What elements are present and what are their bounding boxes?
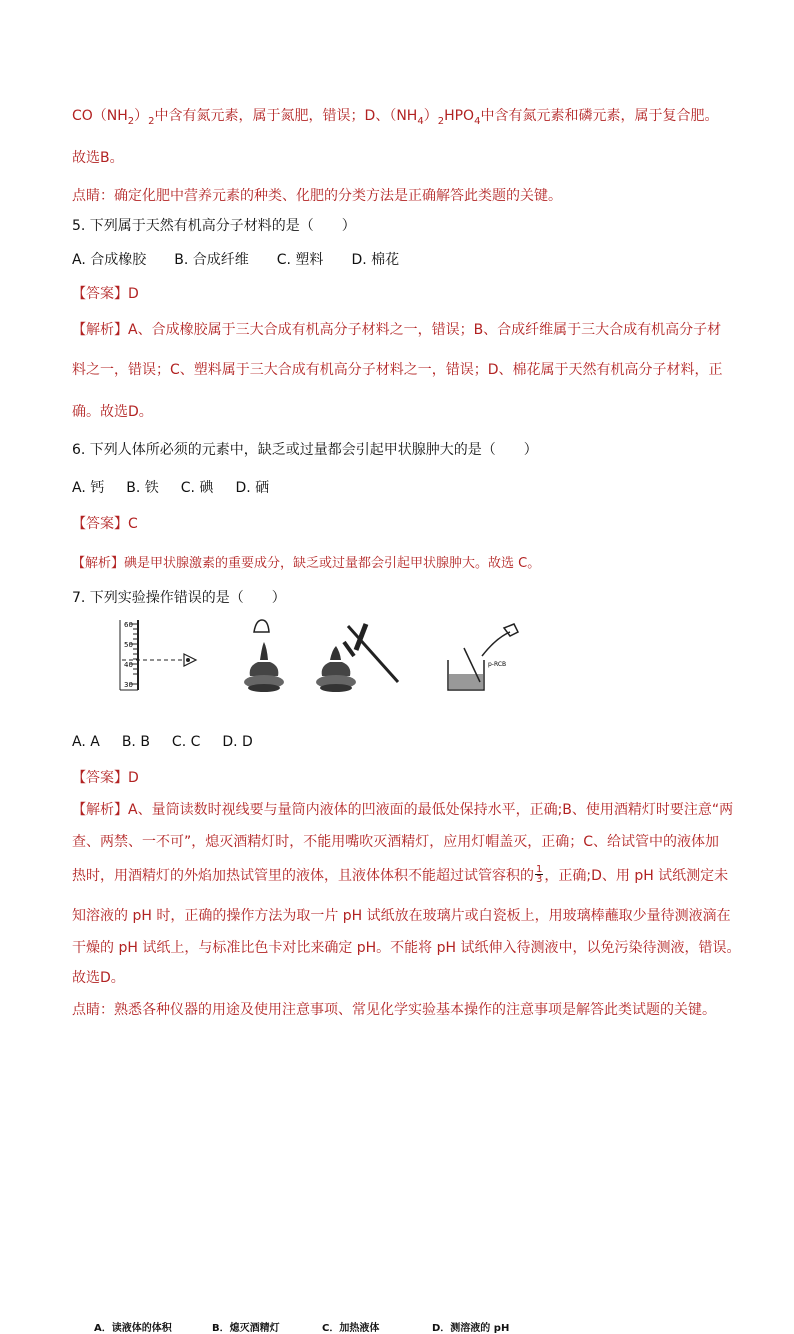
analysis-label: 【解析】 [72,556,125,571]
fraction-denominator: 3 [536,873,543,885]
analysis-text: A、合成橡胶属于三大合成有机高分子材料之一，错误；B、合成纤维属于三大合成有机高分子材 [128,322,722,338]
tick-30: 30 [124,681,133,689]
answer-label: 【答案】 [72,516,128,532]
tick-60: 60 [124,621,133,629]
q5-option-b: B. 合成纤维 [174,252,249,268]
q6-answer [72,514,138,534]
q6-option-d: D. 硒 [235,480,270,496]
subscript: 4 [474,116,481,127]
q5-option-c: C. 塑料 [276,252,324,268]
tip-label: 点睛： [72,188,114,204]
cylinder-drawing [120,620,196,690]
q6-option-a: A. 钙 [72,480,105,496]
text-run: ） [134,108,149,124]
analysis-text: 热时，用酒精灯的外焰加热试管里的液体，且液体体积不能超过试管容积的 [72,868,534,884]
ph-paper-label: p-RCB [488,661,507,668]
q5-analysis-line-1 [72,320,721,340]
q7-analysis-line-4: 知溶液的 pH 时，正确的操作方法为取一片 pH 试纸放在玻璃片或白瓷板上，用玻璃棒蘸取少量待测液滴在 [72,908,731,924]
test-tube-heating-drawing [316,624,398,692]
q5-option-d: D. 棉花 [351,252,400,268]
tick-50: 50 [124,641,133,649]
q7-option-a: A. A [72,734,100,750]
subscript: 4 [417,116,424,127]
q7-conclusion: 故选D。 [72,970,125,986]
q6-analysis [72,554,540,574]
tick-40: 40 [124,661,133,669]
q5-option-a: A. 合成橡胶 [72,252,147,268]
q6-options [72,478,291,498]
q5-answer [72,284,139,304]
analysis-label: 【解析】 [72,322,128,338]
q7-question: 7. 下列实验操作错误的是（ ） [72,590,286,606]
caption-c: C．加热液体 [322,1323,380,1334]
q6-option-c: C. 碘 [180,480,214,496]
subscript: 2 [127,116,135,127]
answer-value: D [128,286,139,302]
text-run: 中含有氮元素，属于氮肥，错误；D、（NH [154,108,418,124]
answer-label: 【答案】 [72,770,128,786]
answer-label: 【答案】 [72,286,128,302]
q5-analysis-line-3: 确。故选D。 [72,404,153,420]
ph-test-drawing [448,624,518,690]
experiment-drawings [86,616,526,706]
tip-label: 点睛： [72,1002,114,1018]
analysis-text: 碘是甲状腺激素的重要成分，缺乏或过量都会引起甲状腺肿大。故选 C。 [124,556,541,571]
fraction-numerator: 1 [536,863,543,875]
q7-option-c: C. C [171,734,201,750]
analysis-text: ，正确;D、用 pH 试纸测定未 [544,868,729,884]
analysis-text: A、量筒读数时视线要与量筒内液体的凹液面的最低处保持水平，正确;B、使用酒精灯时要注意“两 [128,802,734,818]
q7-option-d: D. D [222,734,253,750]
q5-options [72,250,427,270]
q7-answer [72,768,139,788]
q5-question: 5. 下列属于天然有机高分子材料的是（ ） [72,218,356,234]
tip-text: 熟悉各种仪器的用途及使用注意事项、常见化学实验基本操作的注意事项是解答此类试题的关键。 [114,1002,716,1018]
q6-option-b: B. 铁 [126,480,159,496]
text-run: HPO [444,108,475,124]
subscript: 2 [148,116,155,127]
caption-d: D．测溶液的 pH [432,1323,510,1334]
q5-analysis-line-2: 料之一，错误；C、塑料属于三大合成有机高分子材料之一，错误；D、棉花属于天然有机高分子材料，正 [72,362,723,378]
subscript: 2 [437,116,445,127]
alcohol-lamp-cap-drawing [244,620,284,692]
analysis-label: 【解析】 [72,802,128,818]
text-run: CO（NH [72,108,128,124]
q4-tip [72,186,562,206]
tip-text: 确定化肥中营养元素的种类、化肥的分类方法是正确解答此类题的关键。 [114,188,562,204]
text-run: 中含有氮元素和磷元素，属于复合肥。 [480,108,719,124]
caption-a: A．读液体的体积 [94,1323,172,1334]
q6-question: 6. 下列人体所必须的元素中，缺乏或过量都会引起甲状腺肿大的是（ ） [72,442,538,458]
q4-analysis-line [72,106,718,128]
answer-value: D [128,770,139,786]
fraction [535,865,543,884]
q7-analysis-line-2: 查、两禁、一不可”，熄灭酒精灯时，不能用嘴吹灭酒精灯，应用灯帽盖灭，正确；C、给试管中的液体加 [72,834,720,850]
q4-conclusion: 故选B。 [72,150,124,166]
q7-tip [72,1000,716,1020]
q7-analysis-line-5: 干燥的 pH 试纸上，与标准比色卡对比来确定 pH。不能将 pH 试纸伸入待测液中，以免污染待测液，错误。 [72,940,741,956]
answer-value: C [128,516,138,532]
caption-b: B．熄灭酒精灯 [212,1323,280,1334]
q7-analysis-line-3 [72,863,729,886]
q7-analysis-line-1 [72,800,733,820]
q7-options [72,732,275,752]
q7-option-b: B. B [121,734,150,750]
text-run: ） [423,108,438,124]
